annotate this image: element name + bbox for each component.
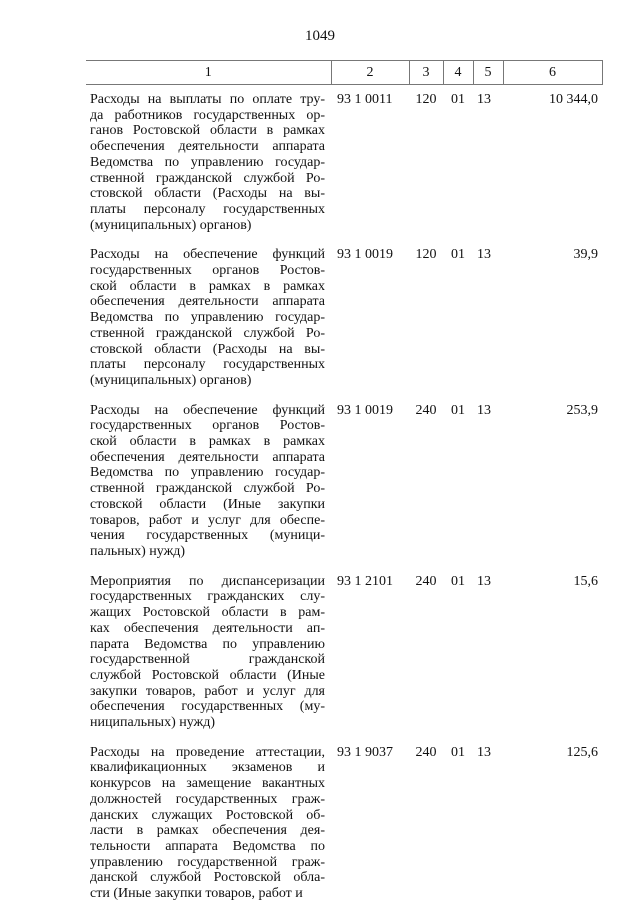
row-subsection: 13: [477, 402, 491, 418]
description-line: да работников государственных ор-: [90, 107, 325, 123]
description-line: государственных органов Ростов-: [90, 263, 325, 279]
column-header-4: 4: [443, 61, 473, 85]
description-line: конкурсов на замещение вакантных: [90, 776, 325, 792]
row-section: 01: [451, 402, 465, 418]
table-row: [86, 85, 602, 248]
row-description: [86, 247, 331, 402]
description-line: закупки товаров, работ и услуг для: [90, 683, 325, 699]
table-body: [86, 85, 602, 916]
column-header-5: 5: [473, 61, 503, 85]
table-row: [86, 403, 602, 574]
row-expense-type: 120: [415, 92, 437, 107]
description-line: Ведомства по управлению государ-: [90, 465, 325, 481]
row-description: [86, 745, 331, 916]
description-line: парата Ведомства по управлению: [90, 636, 325, 652]
row-subsection: 13: [477, 573, 491, 589]
description-line: управлению государственной граж-: [90, 854, 325, 870]
description-line: ственной гражданской службой Ро-: [90, 170, 325, 186]
budget-table: [86, 60, 603, 916]
description-line: стовской области (Расходы на вы-: [90, 186, 325, 202]
description-line: ках обеспечения деятельности ап-: [90, 620, 325, 636]
description-line: ственной гражданской службой Ро-: [90, 481, 325, 497]
page-number: 1049: [305, 28, 335, 44]
description-line: тельности аппарата Ведомства по: [90, 838, 325, 854]
description-line: ганов Ростовской области в рамках: [90, 123, 325, 139]
description-line: службой Ростовской области (Иные: [90, 667, 325, 683]
row-section: 01: [451, 92, 465, 107]
description-line: государственных гражданских слу-: [90, 589, 325, 605]
description-line: ской области в рамках в рамках: [90, 278, 325, 294]
row-target-article: 93 1 0011: [337, 92, 393, 107]
description-line: стовской области (Расходы на вы-: [90, 341, 325, 357]
description-line: должностей государственных граж-: [90, 791, 325, 807]
description-line: пальных) нужд): [90, 543, 186, 559]
table-row: [86, 247, 602, 402]
description-line: ниципальных) нужд): [90, 715, 215, 731]
row-amount: 15,6: [573, 573, 598, 589]
row-expense-type: 240: [415, 744, 437, 760]
description-line: Ведомства по управлению государ-: [90, 154, 325, 170]
description-line: обеспечения деятельности аппарата: [90, 294, 325, 310]
row-subsection: 13: [477, 247, 491, 263]
description-line: товаров, работ и услуг для обеспе-: [90, 512, 325, 528]
description-line: (муниципальных) органов): [90, 217, 252, 233]
description-line: Расходы на выплаты по оплате тру-: [90, 92, 325, 107]
description-line: Мероприятия по диспансеризации: [90, 573, 325, 589]
row-section: 01: [451, 247, 465, 263]
row-subsection: 13: [477, 92, 491, 107]
description-line: обеспечения деятельности аппарата: [90, 139, 325, 155]
row-amount: 39,9: [573, 247, 598, 263]
row-expense-type: 240: [415, 573, 437, 589]
table-header-row: [86, 61, 602, 85]
row-target-article: 93 1 9037: [337, 744, 393, 760]
description-line: ственной гражданской службой Ро-: [90, 325, 325, 341]
description-line: Расходы на обеспечение функций: [90, 247, 325, 263]
description-line: сти (Иные закупки товаров, работ и: [90, 886, 303, 902]
row-amount: 253,9: [566, 402, 598, 418]
row-section: 01: [451, 744, 465, 760]
description-line: государственных органов Ростов-: [90, 418, 325, 434]
description-line: платы персоналу государственных: [90, 201, 325, 217]
column-header-2: 2: [331, 61, 409, 85]
description-line: чения государственных (муници-: [90, 528, 325, 544]
description-line: квалификационных экзаменов и: [90, 760, 325, 776]
description-line: обеспечения деятельности аппарата: [90, 449, 325, 465]
row-section: 01: [451, 573, 465, 589]
description-line: Ведомства по управлению государ-: [90, 310, 325, 326]
description-line: данских служащих Ростовской об-: [90, 807, 325, 823]
row-target-article: 93 1 2101: [337, 573, 393, 589]
table-row: [86, 574, 602, 745]
description-line: стовской области (Иные закупки: [90, 496, 325, 512]
row-amount: 10 344,0: [549, 92, 598, 107]
column-header-3: 3: [409, 61, 443, 85]
column-header-6: 6: [503, 61, 602, 85]
description-line: обеспечения государственных (му-: [90, 699, 325, 715]
description-line: жащих Ростовской области в рам-: [90, 605, 325, 621]
description-line: ласти в рамках обеспечения дея-: [90, 823, 325, 839]
row-description: [86, 574, 331, 745]
description-line: (муниципальных) органов): [90, 372, 252, 388]
row-target-article: 93 1 0019: [337, 402, 393, 418]
table-row: [86, 745, 602, 916]
row-expense-type: 240: [415, 402, 437, 418]
column-header-1: 1: [86, 61, 331, 85]
description-line: ской области в рамках в рамках: [90, 434, 325, 450]
row-expense-type: 120: [415, 247, 437, 263]
row-target-article: 93 1 0019: [337, 247, 393, 263]
row-amount: 125,6: [566, 744, 598, 760]
description-line: Расходы на проведение аттестации,: [90, 744, 325, 760]
description-line: платы персоналу государственных: [90, 357, 325, 373]
row-description: [86, 85, 331, 248]
description-line: государственной гражданской: [90, 652, 325, 668]
row-subsection: 13: [477, 744, 491, 760]
description-line: Расходы на обеспечение функций: [90, 402, 325, 418]
row-description: [86, 403, 331, 574]
description-line: данской службой Ростовской обла-: [90, 870, 325, 886]
